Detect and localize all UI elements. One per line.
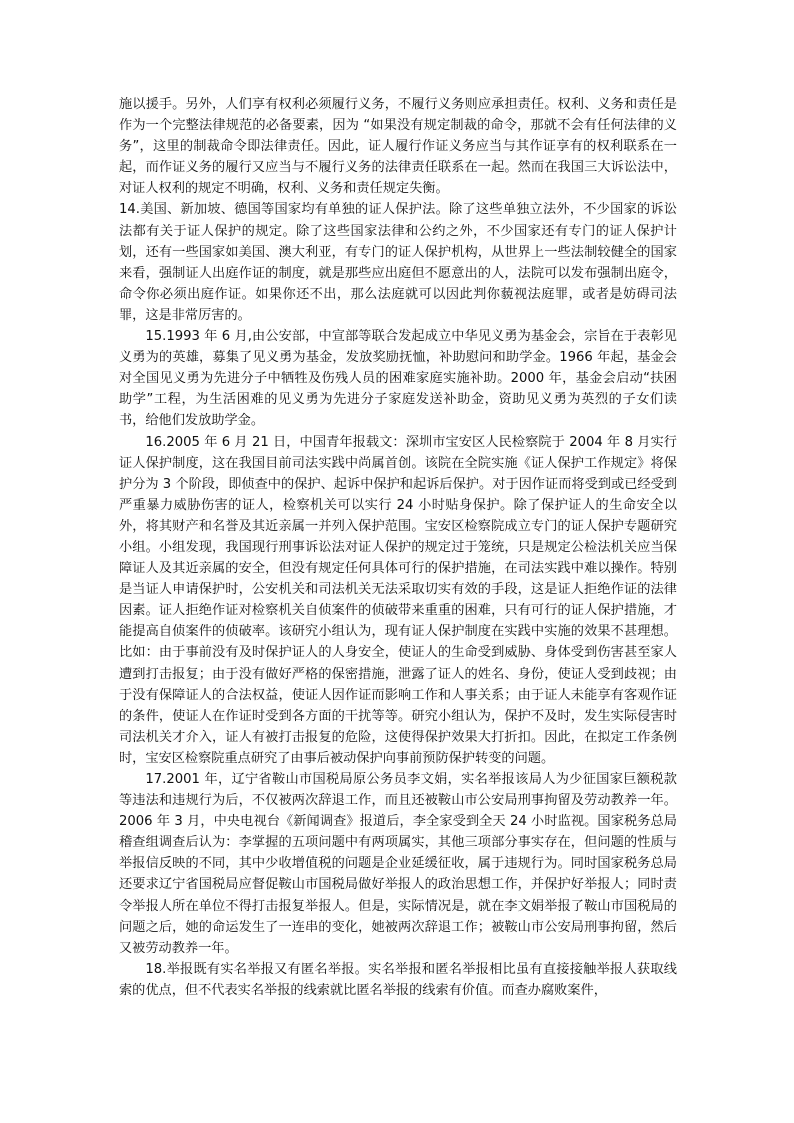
- document-page: [119, 94, 677, 1001]
- paragraph-14: 14.美国、新加坡、德国等国家均有单独的证人保护法。除了这些单独立法外，不少国家的诉讼法都有关于证人保护的规定。除了这些国家法律和公约之外，不少国家还有专门的证人保护计划，还有一些国家如美国、澳大利亚，有专门的证人保护机构，从世界上一些法制较健全的国家来看，强制证人出庭作证的制度，就是那些应出庭但不愿意出的人，法院可以发布强制出庭令，命令你必须出庭作证。如果你还不出，那么法庭就可以因此判你藐视法庭罪，或者是妨碍司法罪，这是非常厉害的。: [119, 202, 677, 323]
- paragraph-17: 17.2001 年，辽宁省鞍山市国税局原公务员李文娟，实名举报该局人为少征国家巨额税款等违法和违规行为后，不仅被两次辞退工作，而且还被鞍山市公安局刑事拘留及劳动教养一年。2006 年 3 月，中央电视台《新闻调查》报道后，李全家受到全天 24 小时监视。国家税务总局稽查组调查后认为：李掌握的五项问题中有两项属实，其他三项部分事实存在，但问题的性质与举报信反映的不同，其中少收增值税的问题是企业延缓征收，属于违规行为。同时国家税务总局还要求辽宁省国税局应督促鞍山市国税局做好举报人的政治思想工作，并保护好举报人；同时责令举报人所在单位不得打击报复举报人。但是，实际情况是，就在李文娟举报了鞍山市国税局的问题之后，她的命运发生了一连串的变化，她被两次辞退工作；被鞍山市公安局刑事拘留，然后又被劳动教养一年。: [119, 772, 677, 956]
- paragraph-15: 15.1993 年 6 月,由公安部，中宣部等联合发起成立中华见义勇为基金会，宗旨在于表彰见义勇为的英雄，募集了见义勇为基金，发放奖励抚恤，补助慰问和助学金。1966 年起，基金会对全国见义勇为先进分子中牺牲及伤残人员的困难家庭实施补助。2000 年，基金会启动“扶困助学”工程，为生活困难的见义勇为先进分子家庭发送补助金，资助见义勇为英烈的子女们读书，给他们发放助学金。: [119, 329, 677, 429]
- paragraph-18: 18.举报既有实名举报又有匿名举报。实名举报和匿名举报相比虽有直接接触举报人获取线索的优点，但不代表实名举报的线索就比匿名举报的线索有价值。而查办腐败案件，: [119, 961, 677, 998]
- paragraph-16: 16.2005 年 6 月 21 日，中国青年报载文：深圳市宝安区人民检察院于 2004 年 8 月实行证人保护制度，这在我国目前司法实践中尚属首创。该院在全院实施《证人保护工作规定》将保护分为 3 个阶段，即侦查中的保护、起诉中保护和起诉后保护。对于因作证而将受到或已经受到严重暴力威胁伤害的证人，检察机关可以实行 24 小时贴身保护。除了保护证人的生命安全以外，将其财产和名誉及其近亲属一并列入保护范围。宝安区检察院成立专门的证人保护专题研究小组。小组发现，我国现行刑事诉讼法对证人保护的规定过于笼统，只是规定公检法机关应当保障证人及其近亲属的安全，但没有规定任何具体可行的保护措施，在司法实践中难以操作。特别是当证人申请保护时，公安机关和司法机关无法采取切实有效的手段，这是证人拒绝作证的法律因素。证人拒绝作证对检察机关自侦案件的侦破带来重重的困难，只有可行的证人保护措施，才能提高自侦案件的侦破率。该研究小组认为，现有证人保护制度在实践中实施的效果不甚理想。比如：由于事前没有及时保护证人的人身安全，使证人的生命受到威胁、身体受到伤害甚至家人遭到打击报复；由于没有做好严格的保密措施，泄露了证人的姓名、身份，使证人受到歧视；由于没有保障证人的合法权益，使证人因作证而影响工作和人事关系；由于证人未能享有客观作证的条件，使证人在作证时受到各方面的干扰等等。研究小组认为，保护不及时，发生实际侵害时司法机关才介入，证人有被打击报复的危险，这使得保护效果大打折扣。因此，在拟定工作条例时，宝安区检察院重点研究了由事后被动保护向事前预防保护转变的问题。: [119, 434, 677, 766]
- paragraph-continuation: 施以援手。另外，人们享有权利必须履行义务，不履行义务则应承担责任。权利、义务和责任是作为一个完整法律规范的必备要素，因为 “如果没有规定制裁的命令，那就不会有任何法律的义务”，这里的制裁命令即法律责任。因此，证人履行作证义务应当与其作证享有的权利联系在一起，而作证义务的履行又应当与不履行义务的法律责任联系在一起。然而在我国三大诉讼法中，对证人权利的规定不明确，权利、义务和责任规定失衡。: [119, 97, 677, 197]
